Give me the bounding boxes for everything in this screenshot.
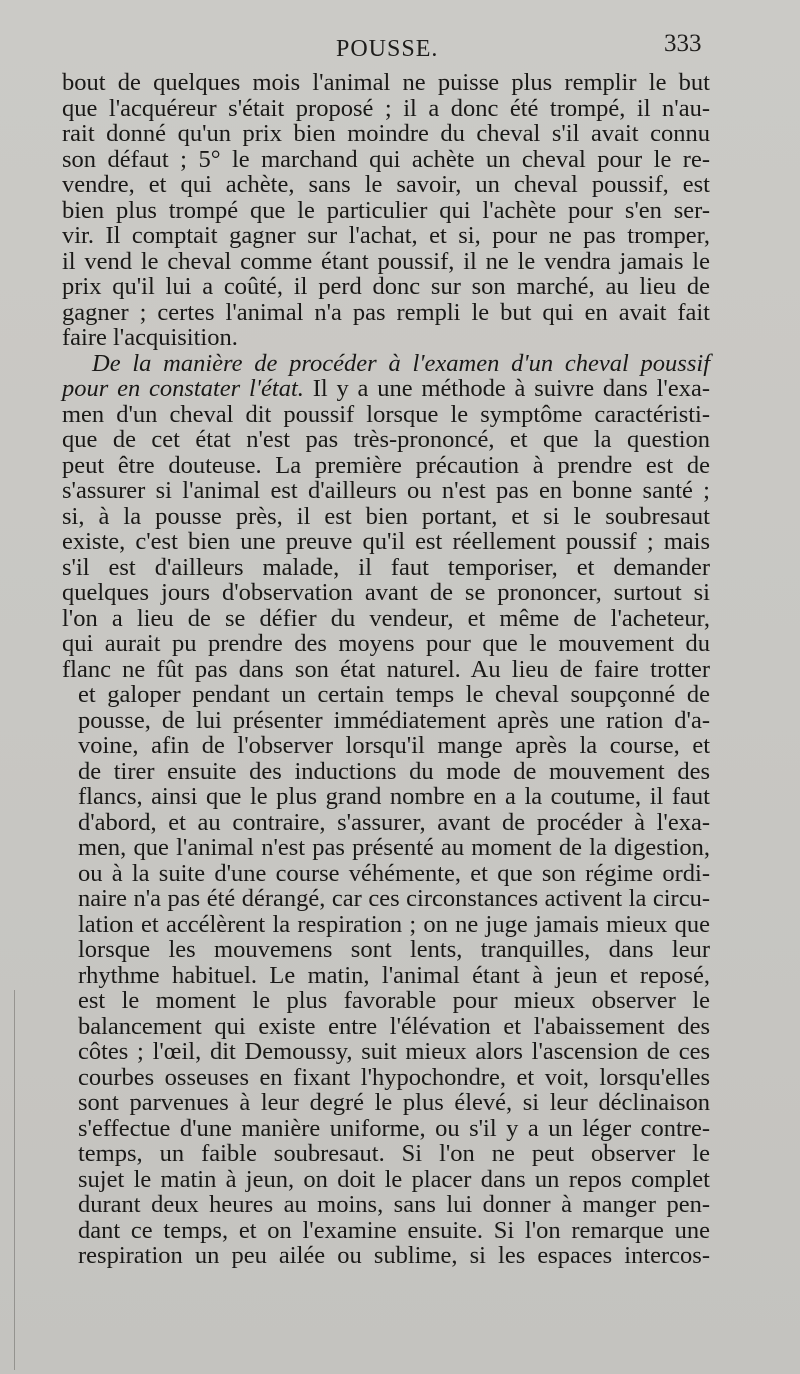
text-line: côtes ; l'œil, dit Demoussy, suit mieux alors l'ascension de ces xyxy=(78,1038,710,1065)
text-line: s'assurer si l'animal est d'ailleurs ou n'est pas en bonne santé ; xyxy=(62,477,710,504)
text-line: qui aurait pu prendre des moyens pour que le mouvement du xyxy=(62,630,710,657)
text-line: que de cet état n'est pas très-prononcé, et que la question xyxy=(62,426,710,453)
text-line: bout de quelques mois l'animal ne puisse plus remplir le but xyxy=(62,69,710,96)
text-line: que l'acquéreur s'était proposé ; il a donc été trompé, il n'au- xyxy=(62,94,710,122)
text-line: lation et accélèrent la respiration ; on ne juge jamais mieux que xyxy=(78,910,710,938)
text-line: flanc ne fût pas dans son état naturel. Au lieu de faire trotter xyxy=(62,655,710,683)
text-line: rait donné qu'un prix bien moindre du cheval s'il avait connu xyxy=(62,120,710,147)
text-line: son défaut ; 5° le marchand qui achète un cheval pour le re- xyxy=(62,145,710,173)
text-line: vir. Il comptait gagner sur l'achat, et si, pour ne pas tromper, xyxy=(62,222,710,249)
text-line: respiration un peu ailée ou sublime, si les espaces intercos- xyxy=(78,1242,710,1269)
section-heading-line xyxy=(62,351,710,377)
page-edge-mark xyxy=(14,990,15,1370)
text-line: s'effectue d'une manière uniforme, ou s'il y a un léger contre- xyxy=(78,1114,710,1142)
text-line: temps, un faible soubresaut. Si l'on ne peut observer le xyxy=(78,1140,710,1167)
text-line: courbes osseuses en fixant l'hypochondre, et voit, lorsqu'elles xyxy=(78,1063,710,1091)
text-line: de tirer ensuite des inductions du mode de mouvement des xyxy=(78,757,710,785)
text-line: rhythme habituel. Le matin, l'animal étant à jeun et reposé, xyxy=(78,961,710,989)
text-line: lorsque les mouvemens sont lents, tranquilles, dans leur xyxy=(78,936,710,963)
text-line: il vend le cheval comme étant poussif, il ne le vendra jamais le xyxy=(62,247,710,275)
running-title: POUSSE. xyxy=(336,36,439,62)
text-line: gagner ; certes l'animal n'a pas rempli le but qui en avait fait xyxy=(62,298,710,326)
text-line: balancement qui existe entre l'élévation et l'abaissement des xyxy=(78,1012,710,1040)
text-line: men d'un cheval dit poussif lorsque le symptôme caractéristi- xyxy=(62,400,710,428)
text-line: quelques jours d'observation avant de se prononcer, surtout si xyxy=(62,579,710,606)
text-line: bien plus trompé que le particulier qui l'achète pour s'en ser- xyxy=(62,196,710,224)
text-line: et galoper pendant un certain temps le cheval soupçonné de xyxy=(78,681,710,708)
text-line: vendre, et qui achète, sans le savoir, un cheval poussif, est xyxy=(62,171,710,198)
text-line: existe, c'est bien une preuve qu'il est réellement poussif ; mais xyxy=(62,528,710,555)
text-line: d'abord, et au contraire, s'assurer, avant de procéder à l'exa- xyxy=(78,808,710,836)
text-line: durant deux heures au moins, sans lui donner à manger pen- xyxy=(78,1191,710,1218)
section-text-start: Il y a une méthode à suivre dans l'exa- xyxy=(303,375,710,402)
text-line: ou à la suite d'une course véhémente, et que son régime ordi- xyxy=(78,859,710,887)
text-line: l'on a lieu de se défier du vendeur, et même de l'acheteur, xyxy=(62,604,710,632)
section-heading: De la manière de procéder à l'examen d'un cheval poussif xyxy=(92,349,710,377)
text-line: sujet le matin à jeun, on doit le placer dans un repos complet xyxy=(78,1165,710,1193)
text-line: men, que l'animal n'est pas présenté au moment de la digestion, xyxy=(78,834,710,861)
section-heading-cont: pour en constater l'état. xyxy=(62,375,304,402)
text-line: s'il est d'ailleurs malade, il faut temporiser, et demander xyxy=(62,553,710,581)
text-line: naire n'a pas été dérangé, car ces circonstances activent la circu- xyxy=(78,885,710,912)
text-line: est le moment le plus favorable pour mieux observer le xyxy=(78,987,710,1014)
text-line: voine, afin de l'observer lorsqu'il mange après la course, et xyxy=(78,732,710,759)
text-line: pousse, de lui présenter immédiatement après une ration d'a- xyxy=(78,706,710,734)
page-number: 333 xyxy=(664,30,702,57)
text-line: sont parvenues à leur degré le plus élevé, si leur déclinaison xyxy=(78,1089,710,1116)
section-heading-line-2 xyxy=(62,376,710,402)
page-header xyxy=(0,30,800,70)
text-line: faire l'acquisition. xyxy=(62,324,238,351)
text-line: peut être douteuse. La première précaution à prendre est de xyxy=(62,451,710,479)
text-line: dant ce temps, et on l'examine ensuite. Si l'on remarque une xyxy=(78,1216,710,1244)
text-line: prix qu'il lui a coûté, il perd donc sur son marché, au lieu de xyxy=(62,273,710,300)
text-line: flancs, ainsi que le plus grand nombre en a la coutume, il faut xyxy=(78,783,710,810)
text-line: si, à la pousse près, il est bien portant, et si le soubresaut xyxy=(62,502,710,530)
body-text xyxy=(62,70,710,1269)
